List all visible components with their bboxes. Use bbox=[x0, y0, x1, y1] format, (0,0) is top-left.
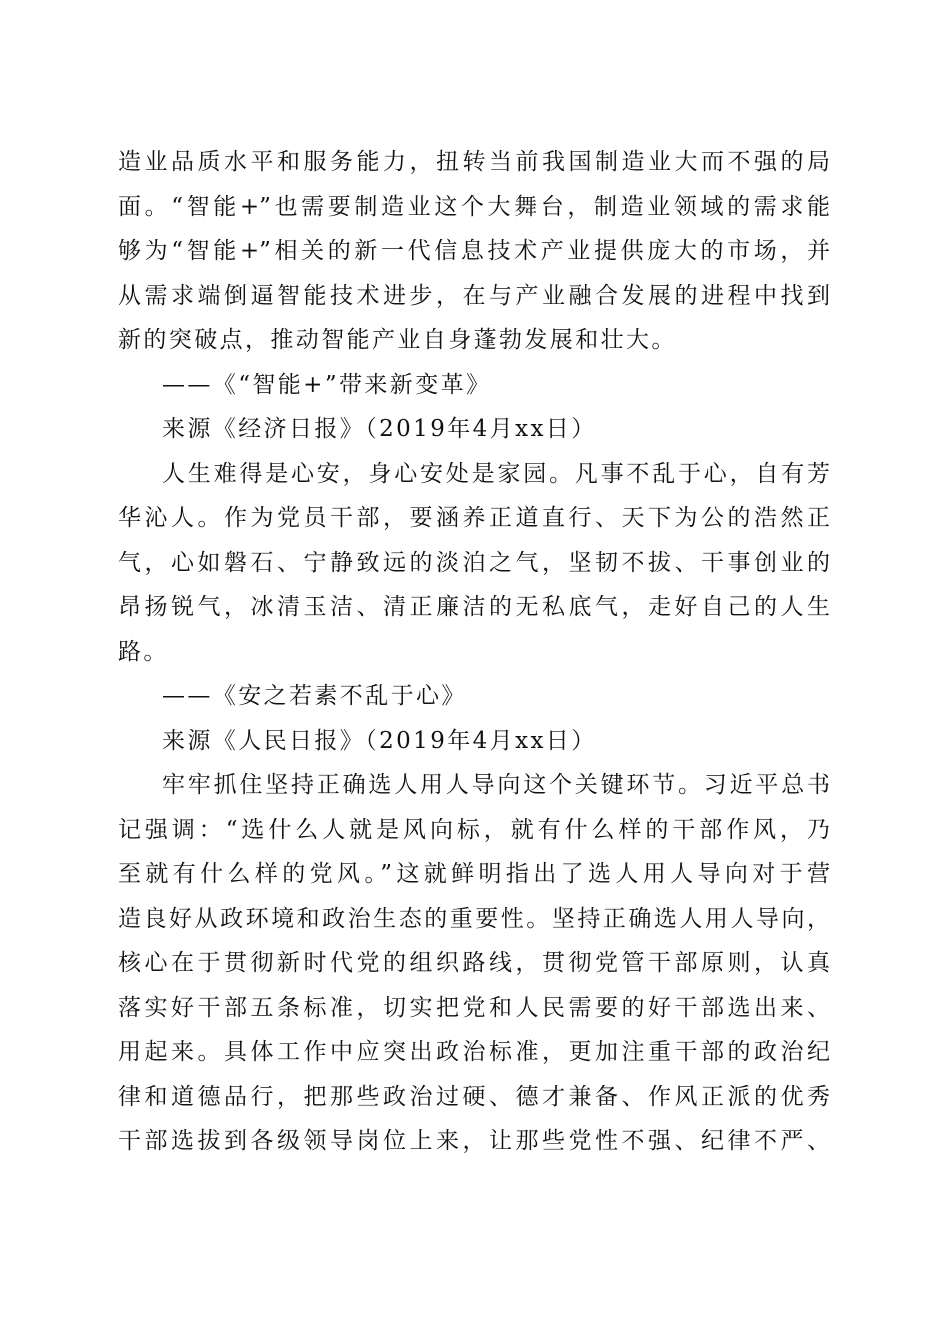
text-line-2: 面。“智能+”也需要制造业这个大舞台，制造业领域的需求能 bbox=[118, 193, 830, 220]
text-line-8: 人生难得是心安，身心安处是家园。凡事不乱于心，自有芳 bbox=[162, 460, 830, 487]
text-line-16: 记强调：“选什么人就是风向标，就有什么样的干部作风，乃 bbox=[118, 816, 830, 843]
text-line-1: 造业品质水平和服务能力，扭转当前我国制造业大而不强的局 bbox=[118, 149, 830, 175]
text-line-10: 气，心如磐石、宁静致远的淡泊之气，坚韧不拔、干事创业的 bbox=[118, 549, 830, 576]
text-line-15: 牢牢抓住坚持正确选人用人导向这个关键环节。习近平总书 bbox=[162, 772, 830, 798]
article-source-1: 来源《经济日报》（2019年4月xx日） bbox=[162, 416, 597, 442]
text-line-3: 够为“智能+”相关的新一代信息技术产业提供庞大的市场，并 bbox=[118, 238, 830, 264]
text-line-5: 新的突破点，推动智能产业自身蓬勃发展和壮大。 bbox=[118, 327, 677, 353]
article-title-2: ——《安之若素不乱于心》 bbox=[162, 683, 467, 709]
text-line-17: 至就有什么样的党风。”这就鲜明指出了选人用人导向对于营 bbox=[118, 861, 830, 887]
text-line-4: 从需求端倒逼智能技术进步，在与产业融合发展的进程中找到 bbox=[118, 282, 830, 309]
text-line-21: 用起来。具体工作中应突出政治标准，更加注重干部的政治纪 bbox=[118, 1039, 830, 1065]
article-title-1: ——《“智能+”带来新变革》 bbox=[162, 371, 492, 398]
text-line-12: 路。 bbox=[118, 638, 169, 665]
text-line-9: 华沁人。作为党员干部，要涵养正道直行、天下为公的浩然正 bbox=[118, 505, 830, 531]
article-source-2: 来源《人民日报》（2019年4月xx日） bbox=[162, 727, 597, 754]
text-line-20: 落实好干部五条标准，切实把党和人民需要的好干部选出来、 bbox=[118, 994, 830, 1021]
document-page bbox=[118, 140, 830, 1164]
text-line-18: 造良好从政环境和政治生态的重要性。坚持正确选人用人导向， bbox=[118, 905, 830, 932]
text-line-19: 核心在于贯彻新时代党的组织路线，贯彻党管干部原则，认真 bbox=[118, 950, 830, 976]
text-line-11: 昂扬锐气，冰清玉洁、清正廉洁的无私底气，走好自己的人生 bbox=[118, 594, 830, 620]
text-line-22: 律和道德品行，把那些政治过硬、德才兼备、作风正派的优秀 bbox=[118, 1083, 830, 1110]
text-line-23: 干部选拔到各级领导岗位上来，让那些党性不强、纪律不严、 bbox=[118, 1128, 830, 1154]
